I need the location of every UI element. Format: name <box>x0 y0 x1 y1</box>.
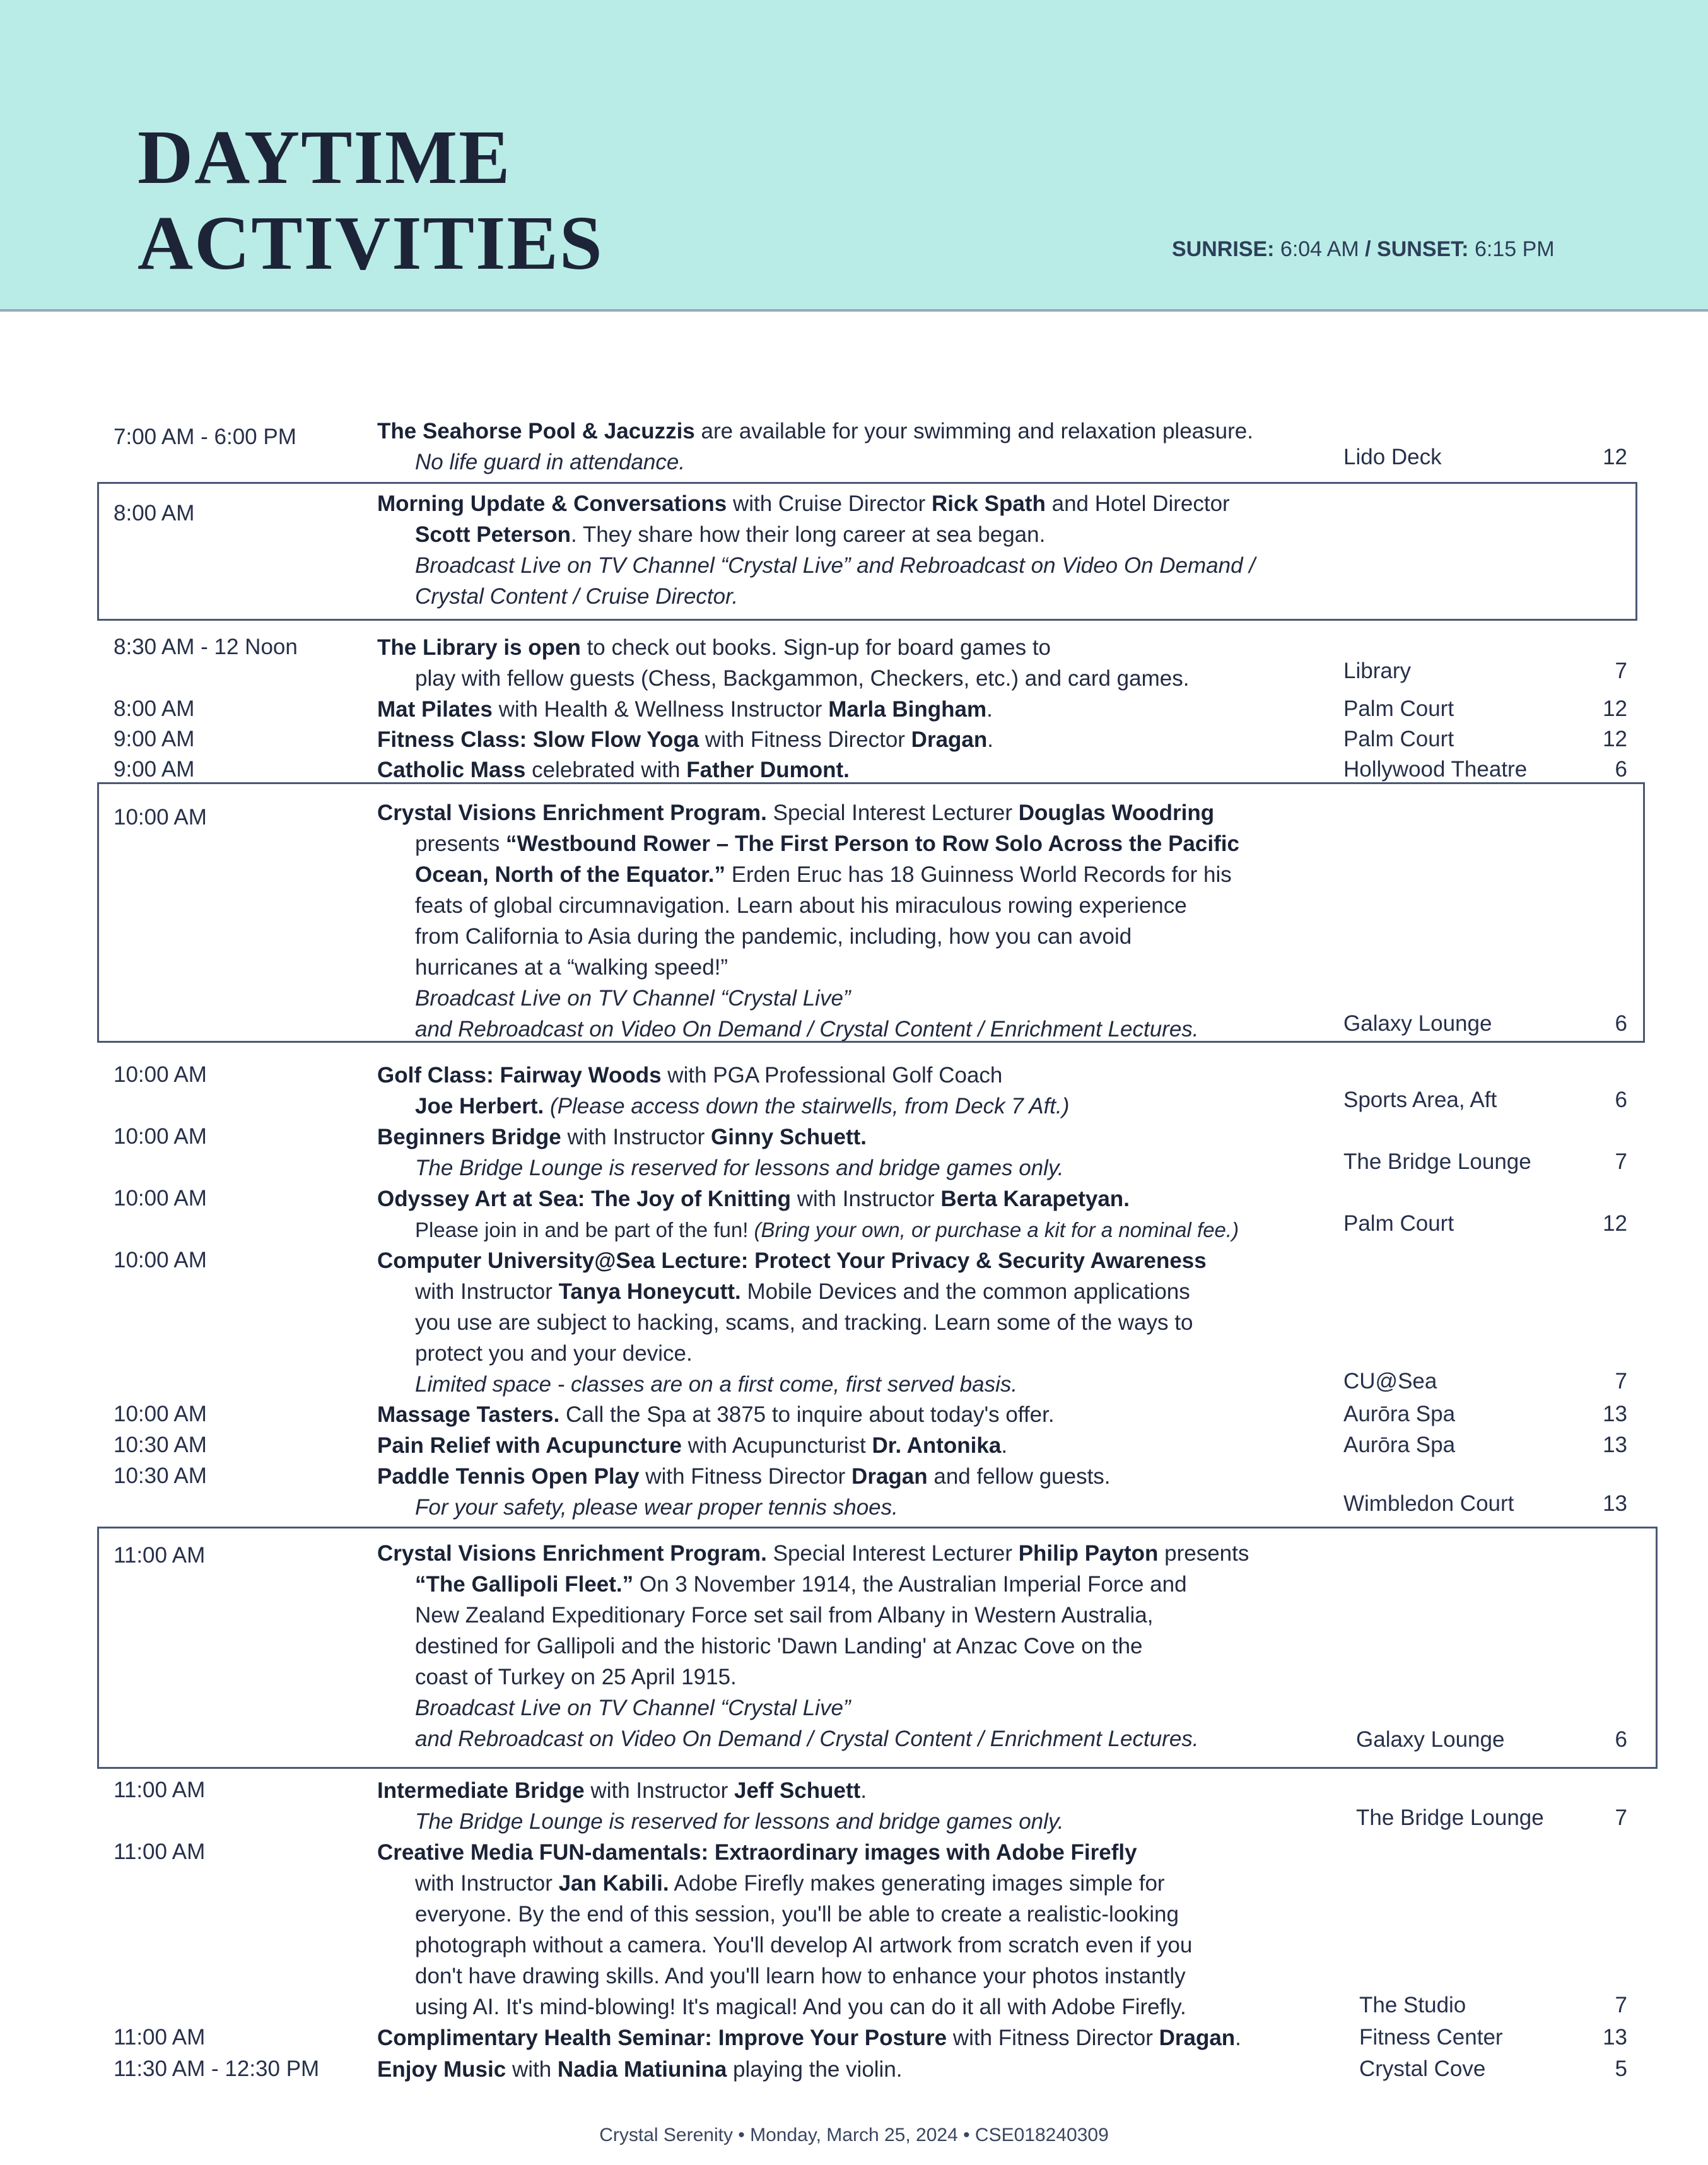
activity-deck: 7 <box>1615 1369 1627 1393</box>
activity-deck: 13 <box>1603 2025 1627 2050</box>
activity-description: Computer University@Sea Lecture: Protect Your Privacy & Security Awareness with Instructor Tanya Honeycutt. Mobile Devices and the common applications you use are subject to hacking, scams, and tracking. Learn some of the ways to protect you and your device. Limited space - classes are on a first come, first served basis. <box>377 1248 1207 1397</box>
activity-location: Library <box>1343 659 1411 683</box>
activity-deck: 12 <box>1603 1211 1627 1236</box>
activity-deck: 6 <box>1615 1727 1627 1752</box>
activity-description: Golf Class: Fairway Woods with PGA Professional Golf Coach Joe Herbert. (Please access down the stairwells, from Deck 7 Aft.) <box>377 1063 1070 1118</box>
activity-location: Galaxy Lounge <box>1343 1011 1492 1036</box>
activity-deck: 12 <box>1603 696 1627 721</box>
activity-time: 11:30 AM - 12:30 PM <box>114 2056 320 2081</box>
sunset-label: SUNSET: <box>1377 237 1469 261</box>
activity-location: The Studio <box>1359 1993 1466 2017</box>
activity-deck: 13 <box>1603 1433 1627 1457</box>
activity-time: 8:00 AM <box>114 501 195 525</box>
activity-deck: 6 <box>1615 1011 1627 1036</box>
activity-description: The Seahorse Pool & Jacuzzis are available for your swimming and relaxation pleasure. No life guard in attendance. <box>377 419 1253 474</box>
activity-description: Pain Relief with Acupuncture with Acupuncturist Dr. Antonika. <box>377 1433 1008 1458</box>
activity-location: Lido Deck <box>1343 445 1442 469</box>
activity-deck: 7 <box>1615 1805 1627 1830</box>
activity-description: Enjoy Music with Nadia Matiunina playing the violin. <box>377 2057 903 2082</box>
activity-description: Beginners Bridge with Instructor Ginny Schuett. The Bridge Lounge is reserved for lessons and bridge games only. <box>377 1125 1064 1180</box>
activity-time: 10:00 AM <box>114 1062 207 1087</box>
activity-time: 10:00 AM <box>114 1248 207 1272</box>
activity-description: The Library is open to check out books. Sign-up for board games to play with fellow guests (Chess, Backgammon, Checkers, etc.) and card games. <box>377 635 1190 691</box>
activity-location: Crystal Cove <box>1359 2056 1486 2081</box>
activity-description: Crystal Visions Enrichment Program. Special Interest Lecturer Douglas Woodring presents “Westbound Rower – The First Person to Row Solo Across the Pacific Ocean, North of the Equator.” Erden Eruc has 18 Guinness World Records for his feats of global circumnavigation. Learn about his miraculous rowing experience from California to Asia during the pandemic, including, how you can avoid hurricanes at a “walking speed!” Broadcast Live on TV Channel “Crystal Live” and Rebroadcast on Video On Demand / Crystal Content / Enrichment Lectures. <box>377 801 1239 1041</box>
page-footer: Crystal Serenity • Monday, March 25, 2024 • CSE018240309 <box>599 2125 1109 2145</box>
separator: / <box>1365 237 1371 261</box>
activity-deck: 13 <box>1603 1491 1627 1516</box>
activity-time: 10:00 AM <box>114 1186 207 1211</box>
activity-time: 8:00 AM <box>114 696 195 721</box>
activity-deck: 12 <box>1603 727 1627 751</box>
activity-location: The Bridge Lounge <box>1356 1805 1544 1830</box>
activity-description: Complimentary Health Seminar: Improve Your Posture with Fitness Director Dragan. <box>377 2026 1241 2050</box>
activity-time: 9:00 AM <box>114 757 195 782</box>
activity-description: Morning Update & Conversations with Cruise Director Rick Spath and Hotel Director Scott Peterson. They share how their long career at sea began. Broadcast Live on TV Channel “Crystal Live” and Rebroadcast on Video On Demand / Crystal Content / Cruise Director. <box>377 491 1256 609</box>
activity-location: Palm Court <box>1343 696 1454 721</box>
sunset-time: 6:15 PM <box>1474 237 1555 261</box>
activity-location: CU@Sea <box>1343 1369 1437 1393</box>
activity-location: Aurōra Spa <box>1343 1402 1456 1426</box>
activity-location: Palm Court <box>1343 727 1454 751</box>
activity-deck: 7 <box>1615 659 1627 683</box>
sunrise-label: SUNRISE: <box>1172 237 1275 261</box>
activity-location: Palm Court <box>1343 1211 1454 1236</box>
activity-time: 9:00 AM <box>114 727 195 751</box>
activity-location: Hollywood Theatre <box>1343 757 1528 782</box>
activity-time: 11:00 AM <box>114 1839 206 1864</box>
activity-location: Fitness Center <box>1359 2025 1503 2050</box>
sun-times <box>1172 237 1555 262</box>
activity-time: 10:30 AM <box>114 1433 207 1457</box>
activity-deck: 7 <box>1615 1993 1627 2017</box>
activity-location: The Bridge Lounge <box>1343 1149 1531 1174</box>
page-header <box>0 0 1708 312</box>
activity-time: 10:00 AM <box>114 1402 207 1426</box>
activity-deck: 7 <box>1615 1149 1627 1174</box>
activity-description: Intermediate Bridge with Instructor Jeff Schuett. The Bridge Lounge is reserved for lessons and bridge games only. <box>377 1778 1064 1834</box>
activity-deck: 5 <box>1615 2056 1627 2081</box>
page-title: DAYTIME ACTIVITIES <box>137 115 604 286</box>
activity-deck: 6 <box>1615 757 1627 782</box>
activity-deck: 13 <box>1603 1402 1627 1426</box>
activity-deck: 6 <box>1615 1088 1627 1112</box>
activity-time: 7:00 AM - 6:00 PM <box>114 425 296 449</box>
activity-description: Creative Media FUN-damentals: Extraordinary images with Adobe Firefly with Instructor Jan Kabili. Adobe Firefly makes generating images simple for everyone. By the end of this session, you'll be able to create a realistic-looking photograph without a camera. You'll develop AI artwork from scratch even if you don't have drawing skills. And you'll learn how to enhance your photos instantly using AI. It's mind-blowing! It's magical! And you can do it all with Adobe Firefly. <box>377 1840 1193 2019</box>
activity-description: Massage Tasters. Call the Spa at 3875 to inquire about today's offer. <box>377 1402 1055 1427</box>
activity-description: Odyssey Art at Sea: The Joy of Knitting with Instructor Berta Karapetyan. Please join in and be part of the fun! (Bring your own, or purchase a kit for a nominal fee.) <box>377 1187 1239 1241</box>
activity-time: 10:30 AM <box>114 1464 207 1488</box>
activity-description: Paddle Tennis Open Play with Fitness Director Dragan and fellow guests. For your safety, please wear proper tennis shoes. <box>377 1464 1111 1520</box>
activity-time: 11:00 AM <box>114 2025 206 2050</box>
activity-time: 8:30 AM - 12 Noon <box>114 635 298 659</box>
sunrise-time: 6:04 AM <box>1280 237 1359 261</box>
activity-time: 11:00 AM <box>114 1543 206 1568</box>
activity-time: 10:00 AM <box>114 805 207 830</box>
activity-location: Aurōra Spa <box>1343 1433 1456 1457</box>
activity-time: 10:00 AM <box>114 1124 207 1149</box>
activity-time: 11:00 AM <box>114 1778 206 1802</box>
activity-location: Galaxy Lounge <box>1356 1727 1505 1752</box>
activity-deck: 12 <box>1603 445 1627 469</box>
activity-description: Fitness Class: Slow Flow Yoga with Fitness Director Dragan. <box>377 727 993 752</box>
activity-description: Mat Pilates with Health & Wellness Instructor Marla Bingham. <box>377 697 993 722</box>
activity-location: Sports Area, Aft <box>1343 1088 1497 1112</box>
activity-description: Crystal Visions Enrichment Program. Special Interest Lecturer Philip Payton presents “The Gallipoli Fleet.” On 3 November 1914, the Australian Imperial Force and New Zealand Expeditionary Force set sail from Albany in Western Australia, destined for Gallipoli and the historic 'Dawn Landing' at Anzac Cove on the coast of Turkey on 25 April 1915. Broadcast Live on TV Channel “Crystal Live” and Rebroadcast on Video On Demand / Crystal Content / Enrichment Lectures. <box>377 1541 1249 1751</box>
activity-location: Wimbledon Court <box>1343 1491 1514 1516</box>
activity-description: Catholic Mass celebrated with Father Dumont. <box>377 758 850 782</box>
